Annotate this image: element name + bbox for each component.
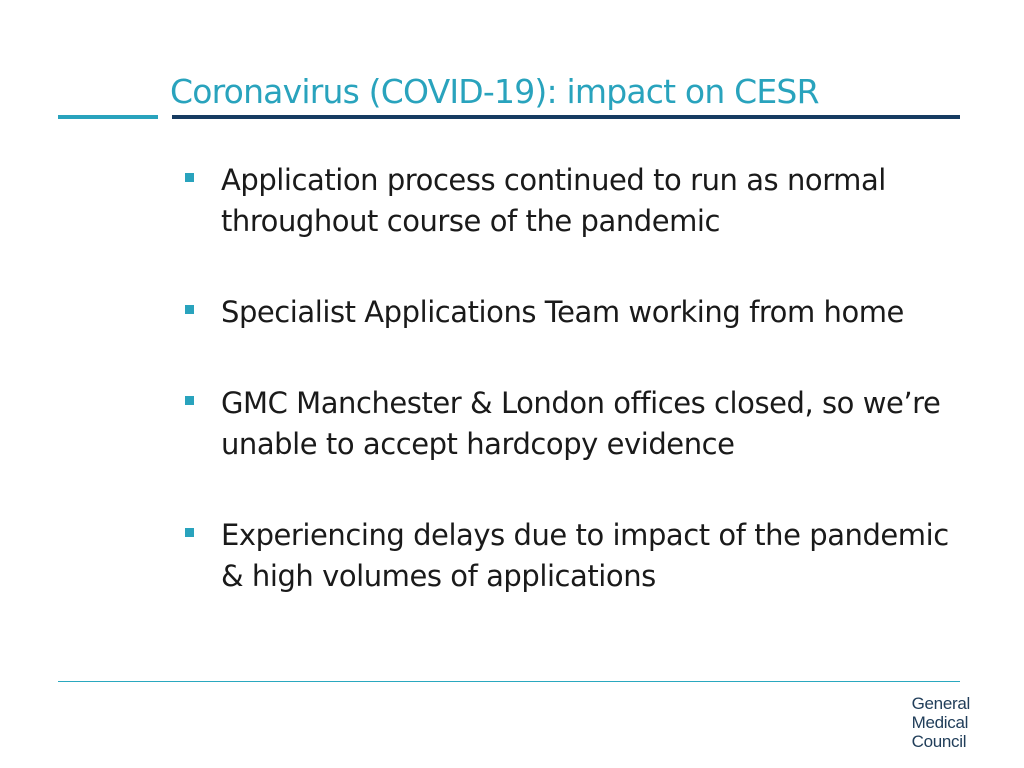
footer-divider	[58, 681, 960, 682]
square-bullet-icon	[185, 396, 194, 405]
logo-line-medical: Medical	[911, 713, 969, 732]
bullet-item-delays	[183, 515, 973, 597]
bullet-item-team-working-from-home	[183, 292, 973, 333]
bullet-item-application-process	[183, 160, 973, 242]
square-bullet-icon	[185, 528, 194, 537]
bullet-text: Specialist Applications Team working from home	[221, 295, 904, 329]
slide-title: Coronavirus (COVID-19): impact on CESR	[170, 72, 819, 111]
title-underline-rule	[172, 115, 960, 119]
general-medical-council-logo	[912, 694, 970, 751]
square-bullet-icon	[185, 305, 194, 314]
square-bullet-icon	[185, 173, 194, 182]
bullet-text: GMC Manchester & London offices closed, so we’re unable to accept hardcopy evidence	[221, 386, 941, 461]
title-accent-rule	[58, 115, 158, 119]
bullet-list	[183, 160, 973, 647]
bullet-text: Application process continued to run as normal throughout course of the pandemic	[221, 163, 886, 238]
bullet-item-offices-closed	[183, 383, 973, 465]
logo-line-general: General	[911, 694, 970, 713]
logo-line-council: Council	[911, 732, 967, 751]
bullet-text: Experiencing delays due to impact of the pandemic & high volumes of applications	[221, 518, 949, 593]
